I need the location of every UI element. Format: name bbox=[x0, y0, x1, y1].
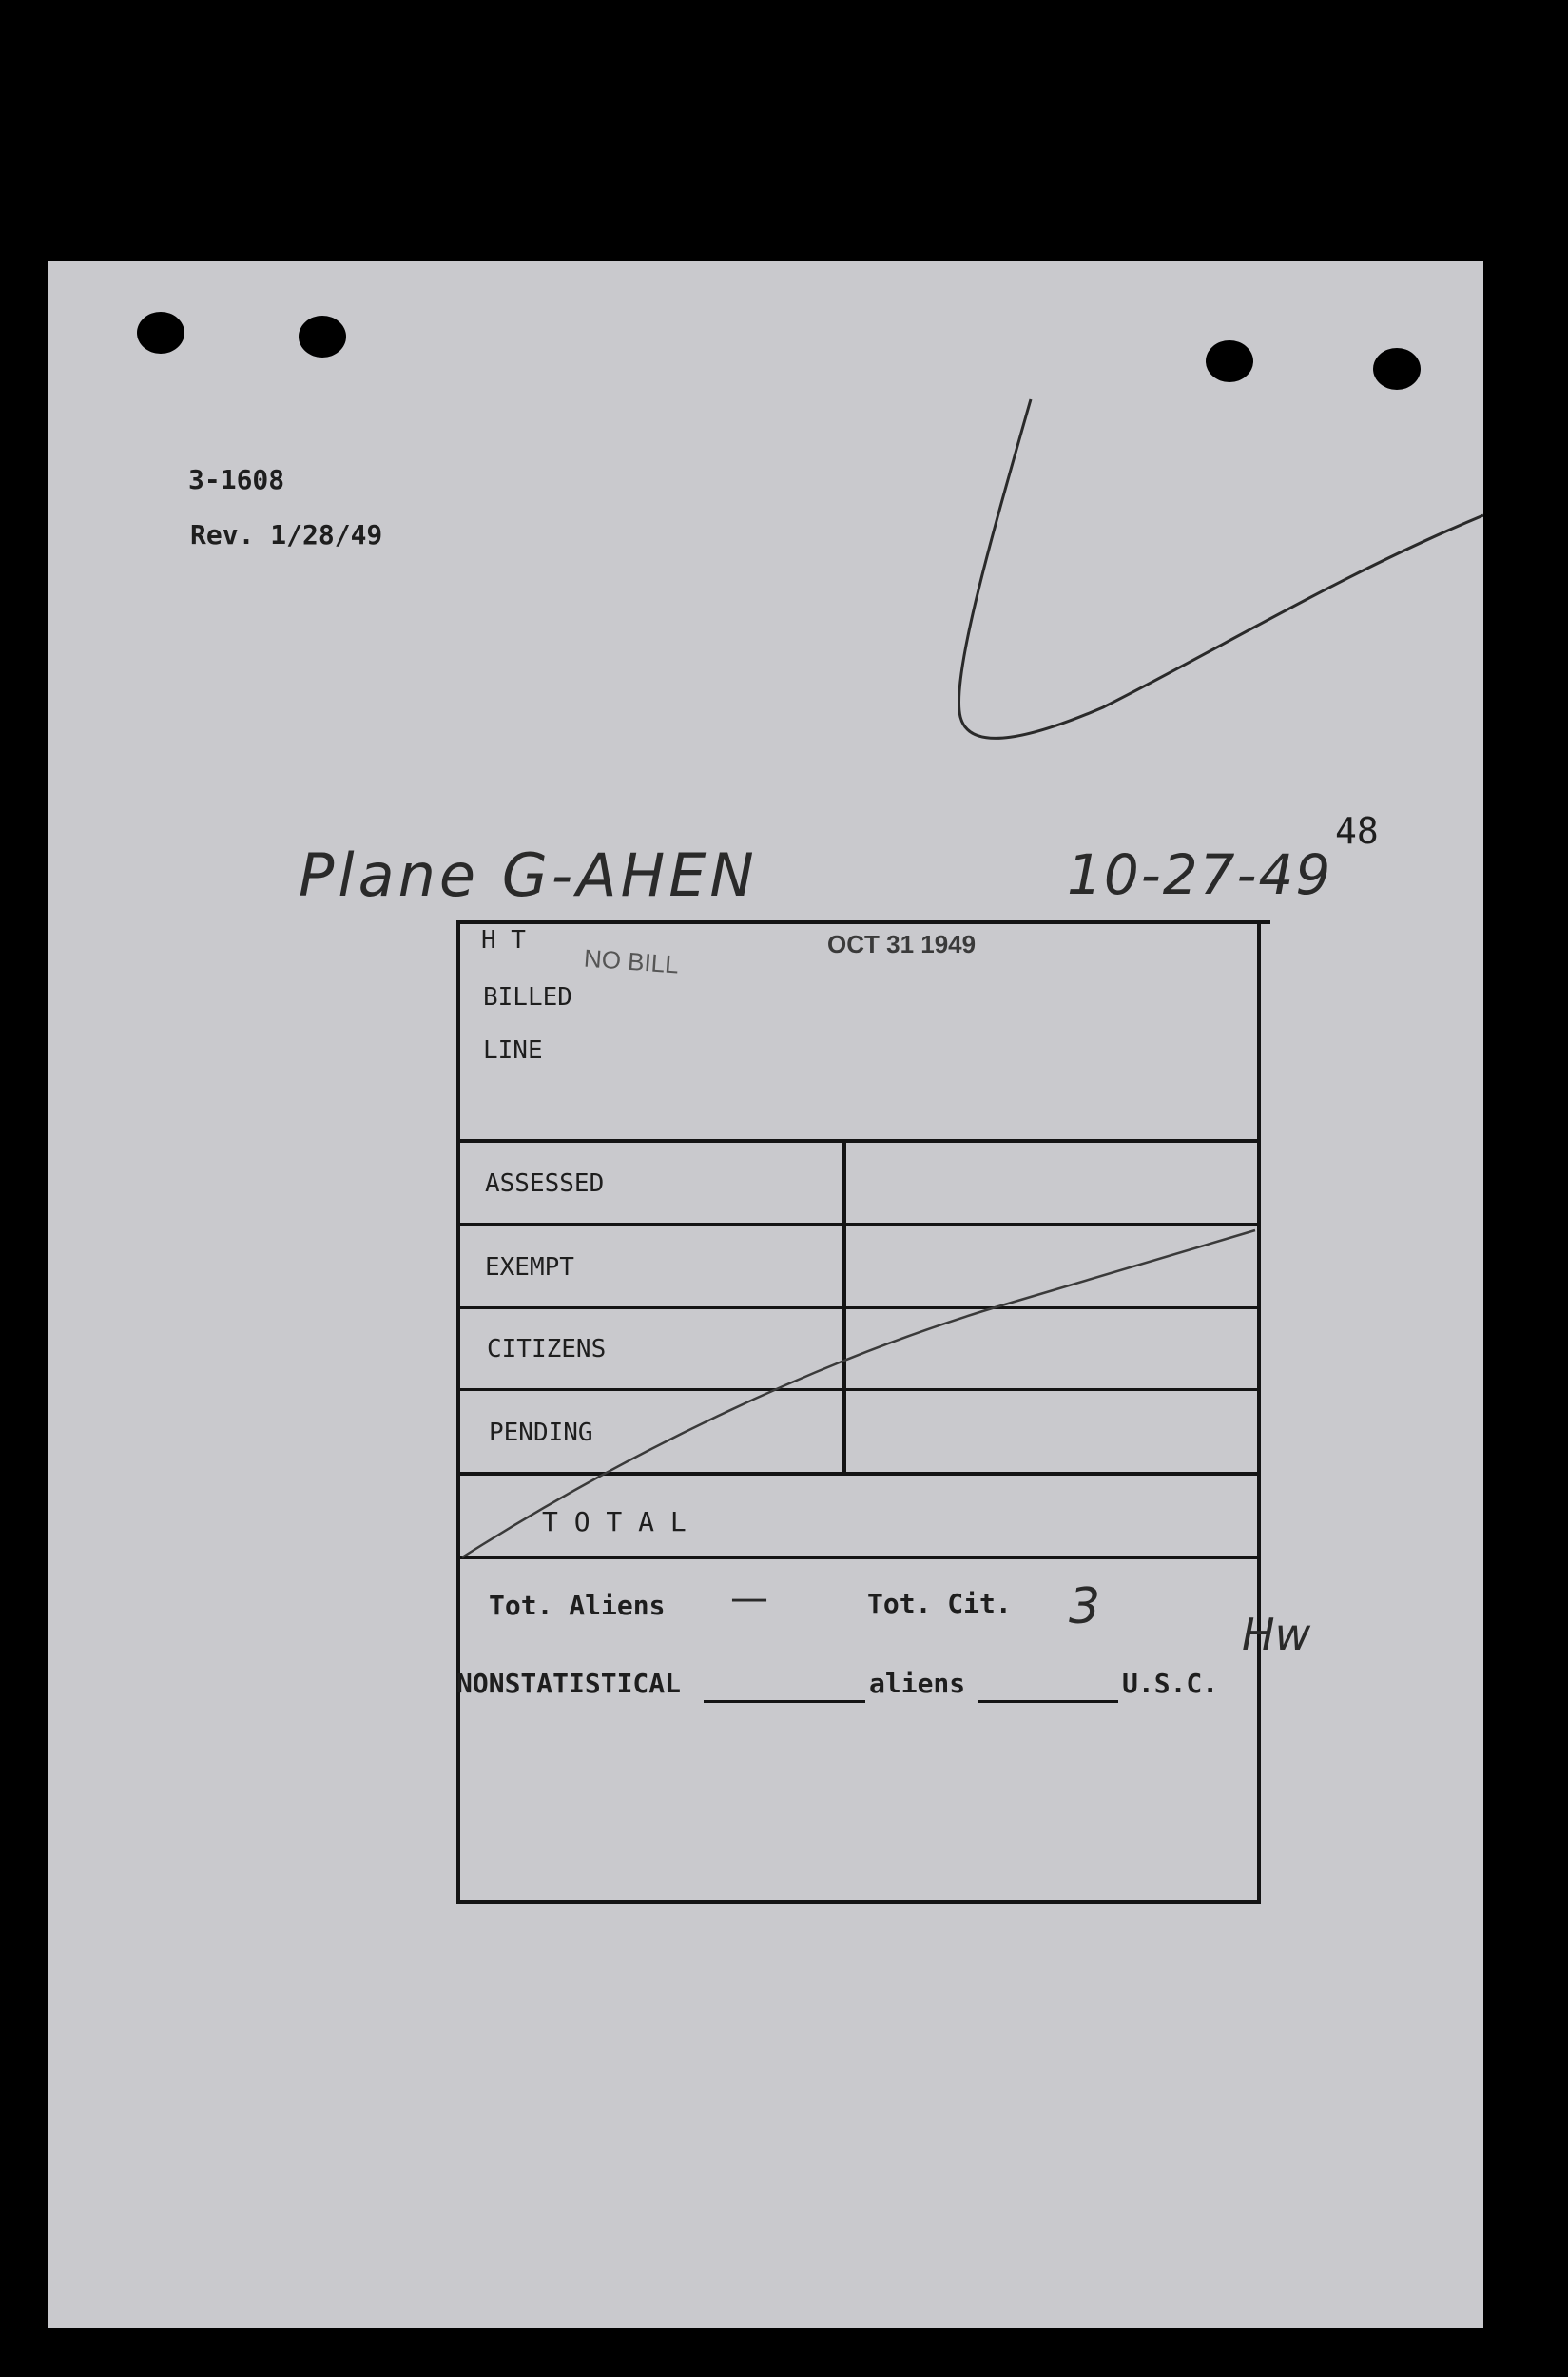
tot-aliens-value: — bbox=[730, 1576, 768, 1620]
row-label-exempt: EXEMPT bbox=[485, 1253, 574, 1282]
row-label-citizens: CITIZENS bbox=[487, 1335, 607, 1363]
label-line: LINE bbox=[483, 1036, 543, 1065]
nonstatistical-label: NONSTATISTICAL bbox=[456, 1668, 682, 1699]
handwritten-date: 10-27-49 bbox=[1067, 842, 1333, 907]
received-date-stamp: OCT 31 1949 bbox=[827, 930, 977, 958]
revision-date: Rev. 1/28/49 bbox=[190, 519, 383, 551]
label-ht: H T bbox=[481, 926, 526, 955]
form-number: 3-1608 bbox=[188, 464, 285, 495]
page-number: 48 bbox=[1335, 810, 1379, 852]
tot-aliens-label: Tot. Aliens bbox=[489, 1590, 666, 1621]
no-bill-stamp: NO BILL bbox=[583, 943, 680, 979]
tot-cit-label: Tot. Cit. bbox=[867, 1588, 1012, 1619]
tot-cit-value: 3 bbox=[1069, 1578, 1101, 1635]
document-page bbox=[48, 261, 1483, 2328]
handwritten-plane-id: Plane G-AHEN bbox=[299, 841, 758, 910]
pen-check-mark bbox=[48, 261, 1483, 2328]
handwritten-initials: Hw bbox=[1242, 1609, 1311, 1660]
usc-label: U.S.C. bbox=[1122, 1668, 1219, 1699]
total-label: T O T A L bbox=[542, 1506, 687, 1537]
aliens-label: aliens bbox=[869, 1668, 966, 1699]
pen-strike-line bbox=[462, 1230, 1255, 1557]
row-label-pending: PENDING bbox=[489, 1419, 593, 1447]
row-label-assessed: ASSESSED bbox=[485, 1169, 605, 1198]
label-billed: BILLED bbox=[483, 983, 572, 1012]
